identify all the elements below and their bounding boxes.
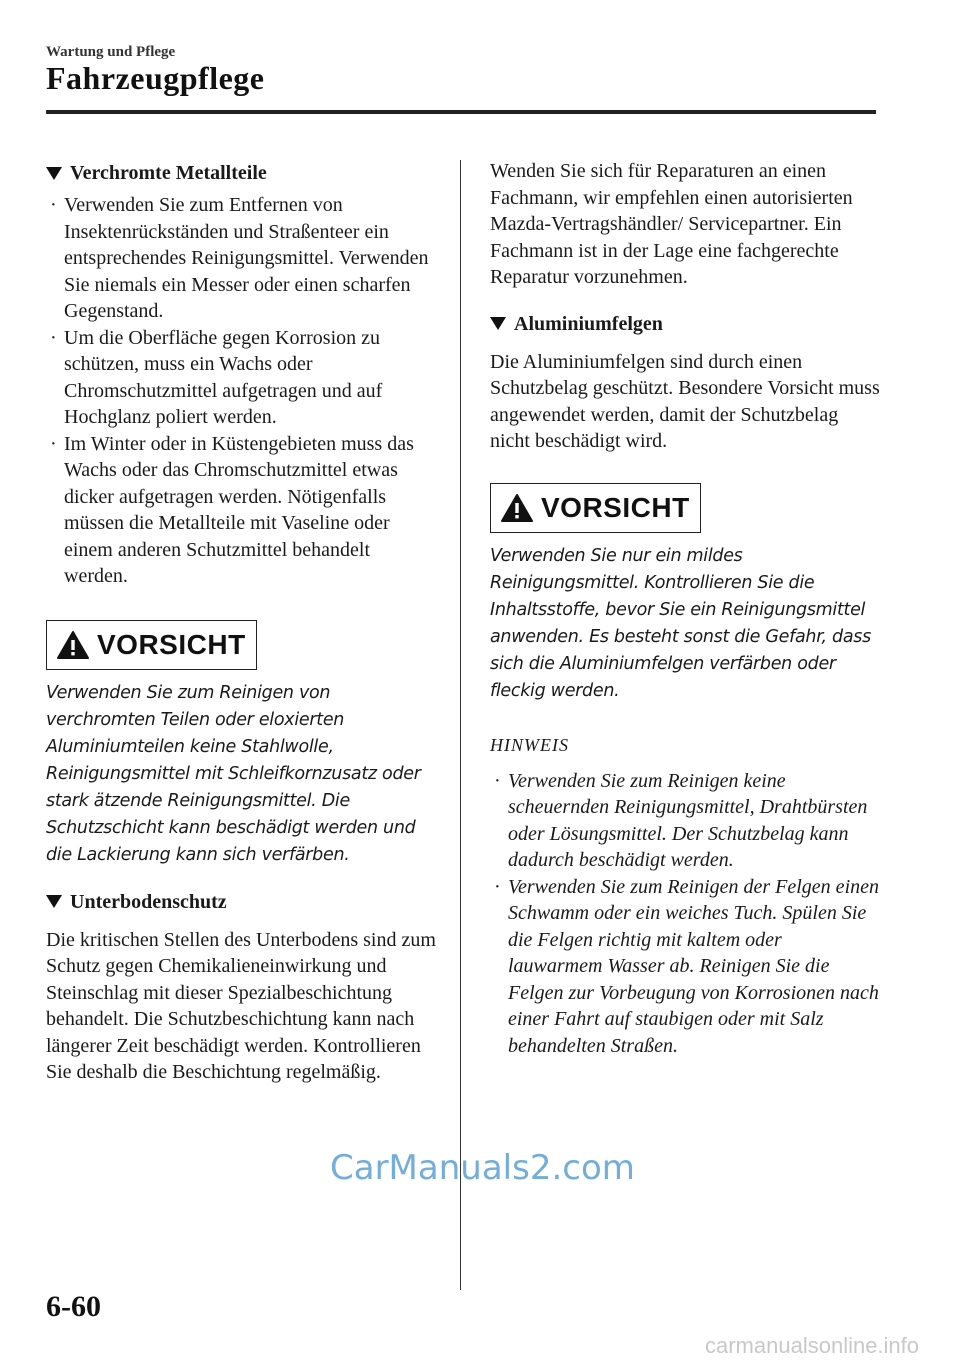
left-column: [46, 158, 436, 1086]
breadcrumb: Wartung und Pflege: [46, 44, 176, 60]
watermark: CarManuals2.com: [330, 1148, 635, 1188]
right-column: [490, 158, 880, 1059]
note-title: HINWEIS: [490, 734, 569, 755]
warning-triangle-icon: [57, 630, 89, 660]
warning-triangle-icon: [501, 493, 533, 523]
list-item-text: Um die Oberfläche gegen Korrosion zu schützen, muss ein Wachs oder Chromschutzmittel aufgetragen und auf Hochglanz poliert werden.: [64, 326, 383, 428]
list-item-text: Im Winter oder in Küstengebieten muss das Wachs oder das Chromschutzmittel etwas dicker aufgetragen werden. Nötigenfalls müssen die Metallteile mit Vaseline oder einem anderen Schutzmittel behandelt werden.: [64, 432, 414, 587]
caution-text: Verwenden Sie nur ein mildes Reinigungsmittel. Kontrollieren Sie die Inhaltsstoffe, bevor Sie ein Reinigungsmittel anwenden. Es besteht sonst die Gefahr, dass sich die Aluminiumfelgen verfärben oder fleckig werden.: [490, 545, 871, 701]
caution-label-box: [46, 620, 257, 670]
triangle-down-icon: [46, 167, 62, 180]
site-watermark: carmanualsonline.info: [705, 1333, 920, 1358]
caution-label-box: [490, 483, 701, 533]
section-heading-label: Unterbodenschutz: [70, 890, 227, 913]
page-number: 6-60: [46, 1290, 101, 1323]
list-item: [46, 431, 436, 590]
bullet-dot: ·: [494, 875, 501, 898]
triangle-down-icon: [46, 895, 62, 908]
list-item-text: Verwenden Sie zum Reinigen keine scheuernden Reinigungsmittel, Drahtbürsten oder Lösungsmittel. Der Schutzbelag kann dadurch beschädigt werden.: [508, 769, 868, 871]
bullet-dot: ·: [494, 769, 501, 792]
section-paragraph: Die Aluminiumfelgen sind durch einen Schutzbelag geschützt. Besondere Vorsicht muss angewendet werden, damit der Schutzbelag nicht beschädigt wird.: [490, 350, 880, 452]
list-item-text: Verwenden Sie zum Reinigen der Felgen einen Schwamm oder ein weiches Tuch. Spülen Sie die Felgen richtig mit kaltem oder lauwarmem Wasser ab. Reinigen Sie die Felgen zur Vorbeugung von Korrosionen nach einer Fahrt auf staubigen oder mit Salz behandelten Straßen.: [508, 875, 879, 1057]
section-heading-unterbodenschutz: [46, 887, 436, 917]
bullet-list: [46, 192, 436, 590]
section-heading-label: Verchromte Metallteile: [70, 162, 267, 184]
page-title: Fahrzeugpflege: [46, 60, 265, 96]
intro-paragraph: Wenden Sie sich für Reparaturen an einen Fachmann, wir empfehlen einen autorisierten Mazda-Vertragshändler/ Servicepartner. Ein Fachmann ist in der Lage eine fachgerechte Reparatur vorzunehmen.: [490, 160, 853, 288]
list-item: [490, 768, 880, 874]
section-heading-label: Aluminiumfelgen: [514, 312, 663, 335]
bullet-dot: ·: [50, 432, 57, 455]
section-heading-aluminiumfelgen: [490, 309, 880, 339]
column-divider: [460, 160, 461, 1290]
bullet-dot: ·: [50, 326, 57, 349]
list-item: [46, 325, 436, 431]
list-item: [46, 192, 436, 325]
triangle-down-icon: [490, 317, 506, 330]
bullet-dot: ·: [50, 194, 57, 216]
note-block: [490, 735, 880, 1060]
caution-label: VORSICHT: [97, 628, 246, 660]
section-paragraph: Die kritischen Stellen des Unterbodens sind zum Schutz gegen Chemikalieneinwirkung und Steinschlag mit dieser Spezialbeschichtung behandelt. Die Schutzbeschichtung kann nach längerer Zeit beschädigt werden. Kontrollieren Sie deshalb die Beschichtung regelmäßig.: [46, 928, 436, 1083]
list-item: [490, 874, 880, 1060]
section-heading-verchromte-metallteile: [46, 158, 436, 188]
caution-label: VORSICHT: [541, 491, 690, 523]
caution-block: [46, 620, 436, 869]
list-item-text: Verwenden Sie zum Entfernen von Insektenrückständen und Straßenteer ein entsprechendes Reinigungsmittel. Verwenden Sie niemals ein Messer oder einen scharfen Gegenstand.: [64, 194, 429, 322]
title-rule: [46, 110, 876, 114]
caution-text: Verwenden Sie zum Reinigen von verchromten Teilen oder eloxierten Aluminiumteilen keine Stahlwolle, Reinigungsmittel mit Schleifkornzusatz oder stark ätzende Reinigungsmittel. Die Schutzschicht kann beschädigt werden und die Lackierung kann sich verfärben.: [46, 682, 421, 865]
note-list: [490, 768, 880, 1060]
caution-block: [490, 483, 880, 705]
